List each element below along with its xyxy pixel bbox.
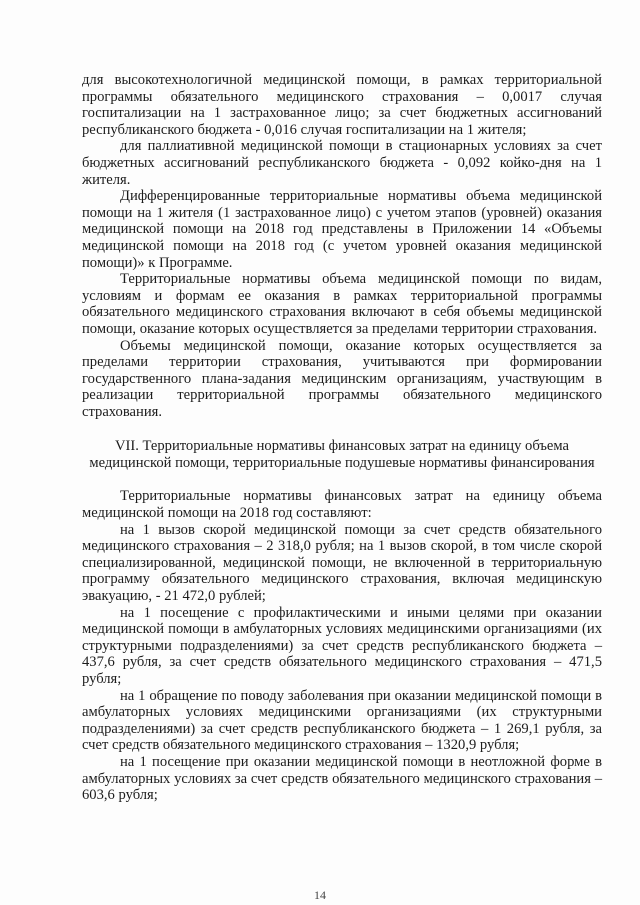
document-body (82, 72, 602, 804)
paragraph-territorial-norms: Территориальные нормативы объема медицинской помощи по видам, условиям и формам ее оказания в рамках территориальной программы обязательного медицинского страхования включают в себя объемы медицинской помощи, оказание которых осуществляется за пределами территории страхования. (82, 271, 602, 337)
paragraph-preventive-visit: на 1 посещение с профилактическими и иными целями при оказании медицинской помощи в амбулаторных условиях медицинскими организациями (их структурными подразделениями) за счет средств республиканского бюджета – 437,6 рубля, за счет средств обязательного медицинского страхования – 471,5 рубля; (82, 604, 602, 687)
paragraph-ambulance-call: на 1 вызов скорой медицинской помощи за счет средств обязательного медицинского страхования – 2 318,0 рубля; на 1 вызов скорой, в том числе скорой специализированной, медицинской помощи, не включенной в территориальную программу обязательного медицинского страхования, включая медицинскую эвакуацию, - 21 472,0 рублей; (82, 521, 602, 605)
paragraph-volumes-outside-territory: Объемы медицинской помощи, оказание которых осуществляется за пределами территории страхования, учитываются при формировании государственного плана-задания медицинским организациям, участвующим в реализации территориальной программы обязательного медицинского страхования. (82, 337, 602, 420)
paragraph-urgent-visit: на 1 посещение при оказании медицинской помощи в неотложной форме в амбулаторных условиях за счет средств обязательного медицинского страхования – 603,6 рубля; (82, 753, 602, 804)
page-number: 14 (314, 888, 326, 902)
section-heading: VII. Территориальные нормативы финансовых затрат на единицу объема медицинской помощи, территориальные подушевые нормативы финансирования (89, 438, 595, 472)
paragraph-high-tech-care: для высокотехнологичной медицинской помощи, в рамках территориальной программы обязательного медицинского страхования – 0,0017 случая госпитализации на 1 застрахованное лицо; за счет бюджетных ассигнований республиканского бюджета - 0,016 случая госпитализации на 1 жителя; (82, 72, 602, 138)
paragraph-disease-visit: на 1 обращение по поводу заболевания при оказании медицинской помощи в амбулаторных условиях медицинскими организациями (их структурными подразделениями) за счет средств республиканского бюджета – 1 269,1 рубля, за счет средств обязательного медицинского страхования – 1320,9 рубля; (82, 687, 602, 754)
paragraph-financial-norms-intro: Территориальные нормативы финансовых затрат на единицу объема медицинской помощи на 2018 год составляют: (82, 488, 602, 522)
paragraph-palliative-care: для паллиативной медицинской помощи в стационарных условиях за счет бюджетных ассигнований республиканского бюджета - 0,092 койко-дня на 1 жителя. (82, 138, 602, 188)
paragraph-differentiated-norms: Дифференцированные территориальные нормативы объема медицинской помощи на 1 жителя (1 застрахованное лицо) с учетом этапов (уровней) оказания медицинской помощи на 2018 год представлены в Приложении 14 «Объемы медицинской помощи на 2018 год (с учетом уровней оказания медицинской помощи)» к Программе. (82, 188, 602, 271)
